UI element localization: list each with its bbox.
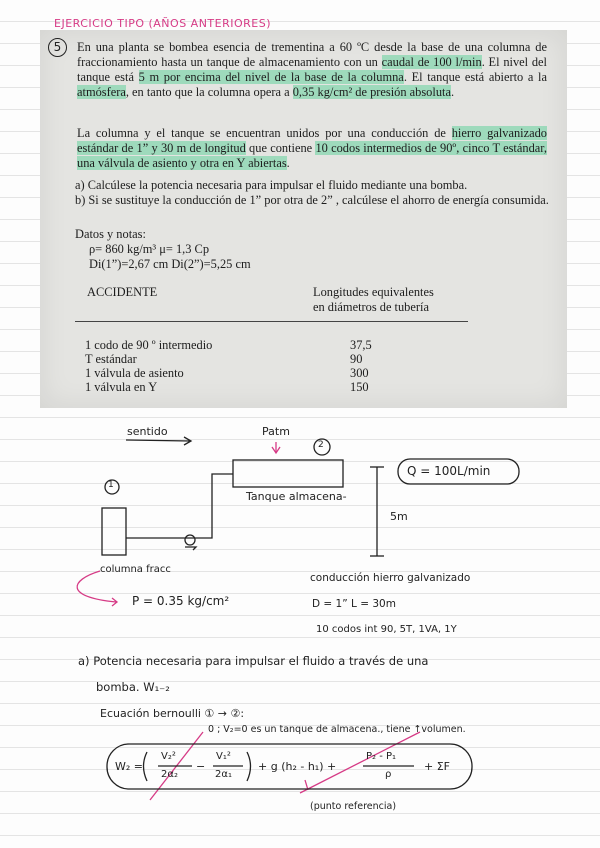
part-a-line-2: bomba. W₁₋₂ <box>96 680 170 694</box>
equation-note: 0 ; V₂=0 es un tanque de almacena., tiene ↑volumen. <box>208 724 466 735</box>
point-2-label: 2 <box>318 440 324 450</box>
eq-rho: ρ <box>385 769 392 780</box>
table-row: 1 válvula de asiento 300 <box>85 366 369 380</box>
reference-label: (punto referencia) <box>310 801 397 812</box>
problem-number: 5 <box>48 38 67 57</box>
direction-arrow <box>126 440 190 441</box>
eq-v2: V₂² <box>161 751 176 762</box>
question-a: a) Calcúlese la potencia necesaria para impulsar el fluido mediante una bomba. <box>75 178 468 192</box>
fittings-label: 10 codos int 90, 5T, 1VA, 1Y <box>316 624 457 635</box>
data-line-2: Di(1”)=2,67 cm Di(2”)=5,25 cm <box>89 257 251 271</box>
flow-label: Q = 100L/min <box>407 464 491 478</box>
direction-label: sentido <box>127 425 168 438</box>
table-header-accidente: ACCIDENTE <box>87 285 158 299</box>
column-rect <box>102 508 126 555</box>
height-label: 5m <box>390 510 408 523</box>
eq-v1: V₁² <box>216 751 231 762</box>
tank-label: Tanque almacena- <box>246 490 347 503</box>
part-a-line-1: a) Potencia necesaria para impulsar el fluido a través de una <box>78 654 429 668</box>
paren-right <box>247 752 251 781</box>
table-row: T estándar 90 <box>85 352 363 366</box>
conduction-dims: D = 1” L = 30m <box>312 598 396 610</box>
eq-2a1: 2α₁ <box>215 769 232 780</box>
eq-gravity: + g (h₂ - h₁) + <box>258 760 337 773</box>
pump-symbol <box>185 535 195 545</box>
len-header-1: Longitudes equivalentes <box>313 285 434 299</box>
question-b: b) Si se sustituye la conducción de 1” por otra de 2” , calcúlese el ahorro de energía consumida. <box>75 193 549 207</box>
eq-pressure: P₂ - P₁ <box>366 751 397 762</box>
problem-paragraph-1: En una planta se bombea esencia de trementina a 60 ºC desde la base de una columna de fraccionamiento hasta un tanque de almacenamiento con un caudal de 100 l/min. El nivel del tanque está 5 m por encima del nivel de la base de la columna. El tanque está abierto a la atmósfera, en tanto que la columna opera a 0,35 kg/cm² de presión absoluta. <box>77 40 547 99</box>
page-header: EJERCICIO TIPO (AÑOS ANTERIORES) <box>54 17 272 30</box>
pressure-arrow <box>77 571 116 602</box>
pressure-label: P = 0.35 kg/cm² <box>132 594 230 608</box>
bernoulli-label: Ecuación bernoulli ① → ②: <box>100 707 245 720</box>
paren-left <box>144 752 148 781</box>
point-1-label: 1 <box>108 480 114 490</box>
pipe-line <box>126 474 233 538</box>
eq-work: W₂ = <box>115 760 143 773</box>
eq-2a2: 2α₂ <box>161 769 178 780</box>
table-row: 1 codo de 90 º intermedio 37,5 <box>85 338 372 352</box>
len-header-2: en diámetros de tubería <box>313 300 429 314</box>
data-line-1: ρ= 860 kg/m³ μ= 1,3 Cp <box>89 242 210 256</box>
eq-friction: + ΣF <box>424 760 450 773</box>
tank-rect <box>233 460 343 487</box>
data-title: Datos y notas: <box>75 227 146 241</box>
pump-base <box>185 547 196 550</box>
problem-paragraph-2: La columna y el tanque se encuentran unidos por una conducción de hierro galvanizado estándar de 1” y 30 m de longitud que contiene 10 codos intermedios de 90º, cinco T estándar, una válvula de asiento y otra en Y abiertas. <box>77 126 547 170</box>
eq-minus: − <box>196 760 206 773</box>
conduction-label: conducción hierro galvanizado <box>310 572 471 584</box>
column-label: columna fracc <box>100 564 171 575</box>
table-row: 1 válvula en Y 150 <box>85 380 369 394</box>
patm-label: Patm <box>262 425 290 438</box>
